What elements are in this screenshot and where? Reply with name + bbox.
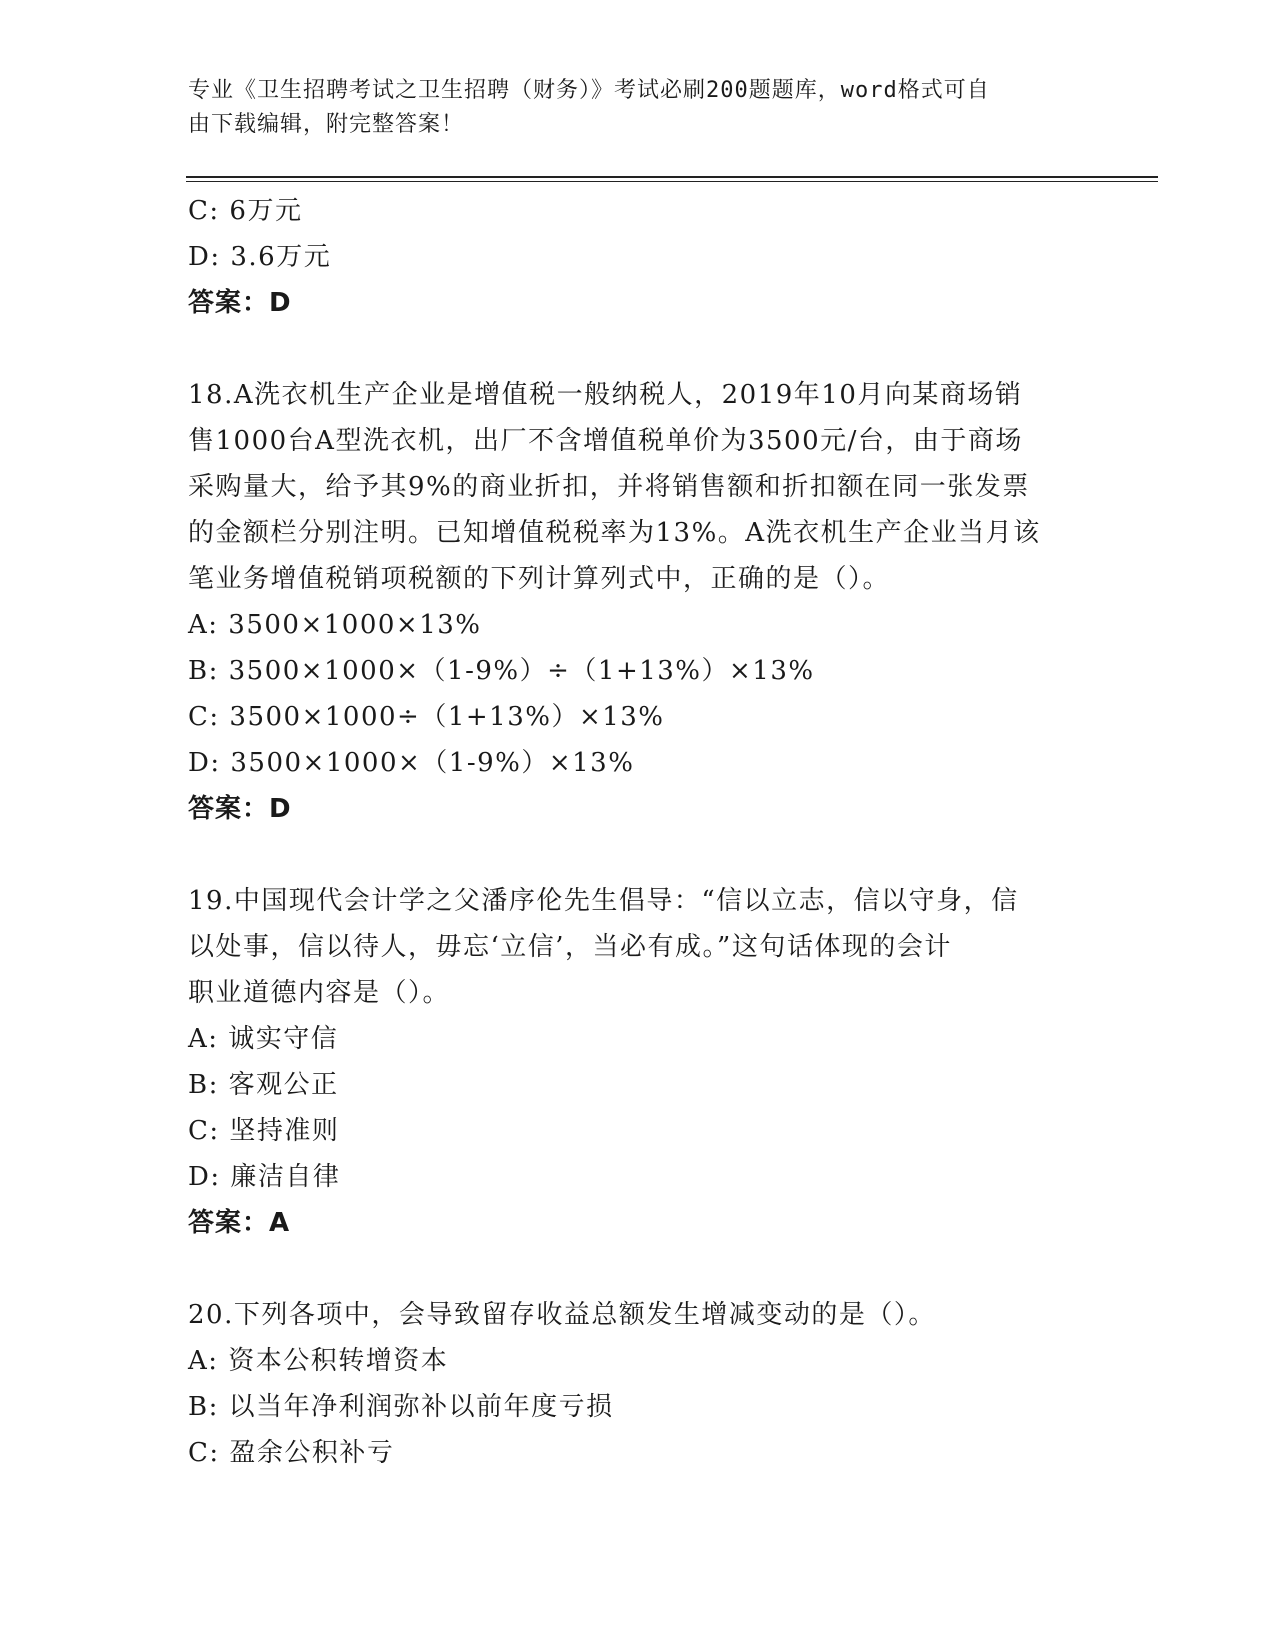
question-stem-line: 的金额栏分别注明。已知增值税税率为13%。A洗衣机生产企业当月该	[188, 518, 1041, 548]
question-18	[188, 372, 1088, 832]
header-divider-thick	[186, 176, 1158, 178]
option-c: C: 6万元	[188, 196, 303, 226]
question-stem-line: 20.下列各项中，会导致留存收益总额发生增减变动的是（）。	[188, 1300, 936, 1330]
option-c: C: 坚持准则	[188, 1116, 340, 1146]
option-a: A: 诚实守信	[188, 1024, 339, 1054]
option-a: A: 资本公积转增资本	[188, 1346, 449, 1376]
question-stem-line: 采购量大，给予其9%的商业折扣，并将销售额和折扣额在同一张发票	[188, 472, 1030, 502]
spacer	[188, 326, 1088, 372]
option-d: D: 3.6万元	[188, 242, 332, 272]
header-line-1: 专业《卫生招聘考试之卫生招聘（财务）》考试必刷200题题库，word格式可自	[188, 78, 990, 103]
question-stem-line: 以处事，信以待人，毋忘‘立信’，当必有成。”这句话体现的会计	[188, 932, 952, 962]
question-19	[188, 878, 1088, 1246]
question-stem-line: 18.A洗衣机生产企业是增值税一般纳税人，2019年10月向某商场销	[188, 380, 1023, 410]
option-b: B: 客观公正	[188, 1070, 339, 1100]
question-stem-line: 笔业务增值税销项税额的下列计算列式中，正确的是（）。	[188, 564, 891, 594]
spacer	[188, 1246, 1088, 1292]
option-c: C: 盈余公积补亏	[188, 1438, 395, 1468]
document-header	[188, 74, 1068, 142]
option-a: A: 3500×1000×13%	[188, 610, 482, 640]
option-d: D: 廉洁自律	[188, 1162, 341, 1192]
option-b: B: 以当年净利润弥补以前年度亏损	[188, 1392, 614, 1422]
question-stem-line: 19.中国现代会计学之父潘序伦先生倡导：“信以立志，信以守身，信	[188, 886, 1019, 916]
question-stem-line: 售1000台A型洗衣机，出厂不含增值税单价为3500元/台，由于商场	[188, 426, 1023, 456]
header-divider-thin	[186, 181, 1158, 182]
question-stem-line: 职业道德内容是（）。	[188, 978, 451, 1008]
answer-line: 答案：D	[188, 288, 292, 318]
question-20	[188, 1292, 1088, 1476]
header-line-2: 由下载编辑，附完整答案！	[188, 112, 465, 137]
option-d: D: 3500×1000×（1-9%）×13%	[188, 748, 635, 778]
option-b: B: 3500×1000×（1-9%）÷（1+13%）×13%	[188, 656, 815, 686]
question-17-tail	[188, 188, 1088, 326]
spacer	[188, 832, 1088, 878]
answer-line: 答案：A	[188, 1208, 291, 1238]
option-c: C: 3500×1000÷（1+13%）×13%	[188, 702, 665, 732]
question-content	[188, 188, 1088, 1476]
answer-line: 答案：D	[188, 794, 292, 824]
